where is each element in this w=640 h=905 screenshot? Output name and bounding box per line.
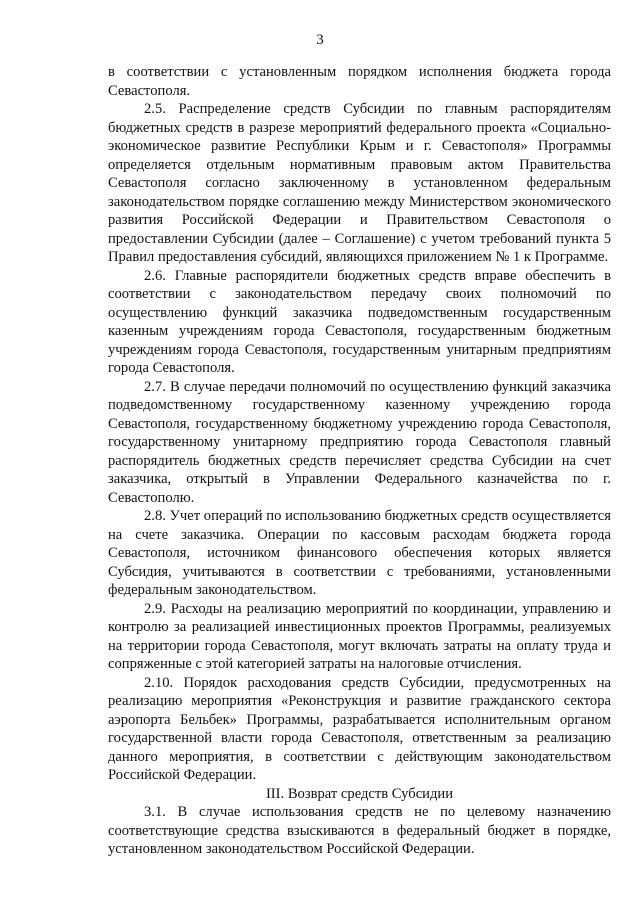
paragraph-continuation: в соответствии с установленным порядком исполнения бюджета города Севастополя. xyxy=(108,64,611,99)
section-title: III. Возврат средств Субсидии xyxy=(265,785,454,802)
page-number: 3 xyxy=(316,32,324,48)
paragraph-2-5: 2.5. Распределение средств Субсидии по главным распорядителям бюджетных средств в разрезе мероприятий федерального проекта «Социально-экономическое развитие Республики Крым и г. Севастополя» Программы определяется отдельным нормативным правовым актом Правительства Севастополя согласно заключенному в установленном федеральным законодательством порядке соглашению между Министерством экономического развития Российской Федерации и Правительством Севастополя о предоставлении Субсидии (далее – Соглашение) с учетом требований пункта 5 Правил предоставления субсидий, являющихся приложением № 1 к Программе. xyxy=(108,101,611,265)
paragraph-2-9: 2.9. Расходы на реализацию мероприятий по координации, управлению и контролю за реализацией инвестиционных проектов Программы, реализуемых на территории города Севастополя, могут включать затраты на оплату труда и сопряженные с этой категорией затраты на налоговые отчисления. xyxy=(108,600,611,672)
paragraph-2-8: 2.8. Учет операций по использованию бюджетных средств осуществляется на счете заказчика. Операции по кассовым расходам бюджета города Севастополя, источником финансового обеспечения которых является Субсидия, учитываются в соответствии с требованиями, установленными федеральным законодательством. xyxy=(108,508,611,598)
paragraph-2-10: 2.10. Порядок расходования средств Субсидии, предусмотренных на реализацию мероприятия «Реконструкция и развитие гражданского сектора аэропорта Бельбек» Программы, разрабатывается исполнительным органом государственной власти города Севастополя, ответственным за реализацию данного мероприятия, в соответствии с действующим законодательством Российской Федерации. xyxy=(108,674,611,783)
document-body xyxy=(108,63,611,859)
paragraph-2-7: 2.7. В случае передачи полномочий по осуществлению функций заказчика подведомственному государственному казенному учреждению города Севастополя, государственному бюджетному учреждению города Севастополя, государственному унитарному предприятию города Севастополя главный распорядитель бюджетных средств перечисляет средства Субсидии на счет заказчика, открытый в Управлении Федерального казначейства по г. Севастополю. xyxy=(108,378,611,506)
paragraph-2-6: 2.6. Главные распорядители бюджетных средств вправе обеспечить в соответствии с законодательством передачу своих полномочий по осуществлению функций заказчика подведомственным государственным казенным учреждениям города Севастополя, государственным бюджетным учреждениям города Севастополя, государственным унитарным предприятиям города Севастополя. xyxy=(108,267,611,376)
paragraph-3-1: 3.1. В случае использования средств не по целевому назначению соответствующие средства взыскиваются в федеральный бюджет в порядке, установленном законодательством Российской Федерации. xyxy=(108,804,611,857)
